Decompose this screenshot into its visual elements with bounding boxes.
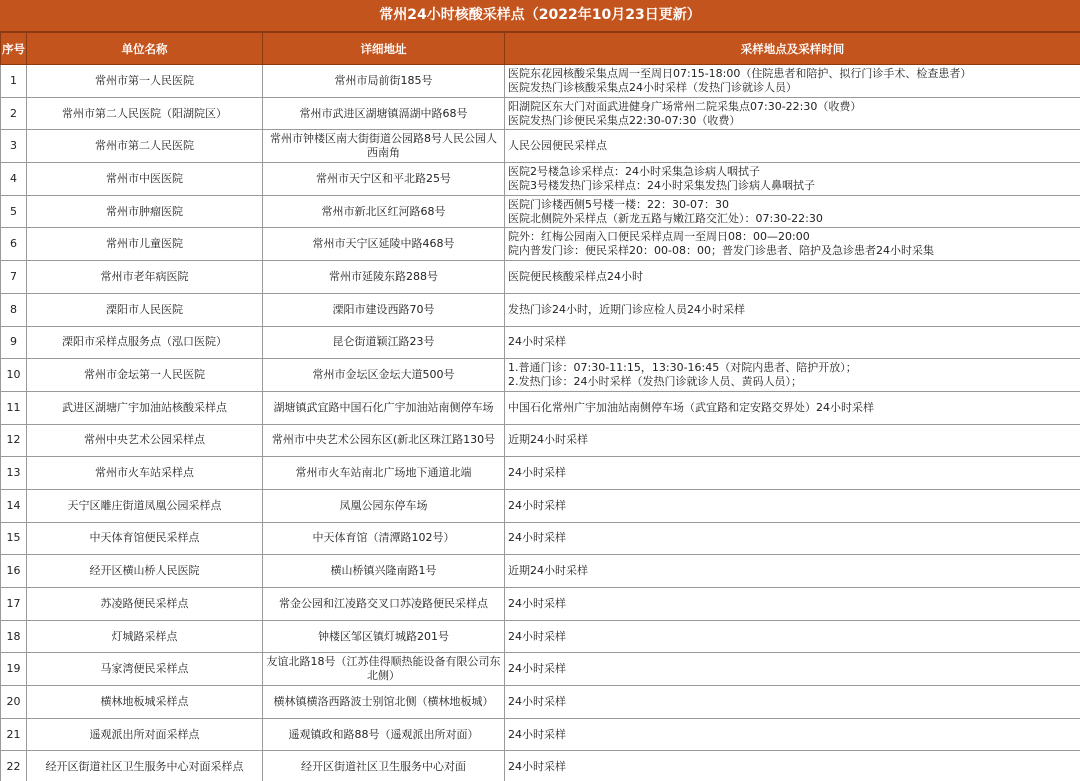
table-row (1, 686, 1080, 719)
cell-address: 横林镇横洛西路波士别馆北侧（横林地板城） (263, 686, 505, 719)
table-row (1, 489, 1080, 522)
time-line: 2.发热门诊：24小时采样（发热门诊就诊人员、黄码人员）； (508, 375, 802, 389)
time-line: 中国石化常州广宇加油站南侧停车场（武宜路和定安路交界处）24小时采样 (508, 400, 874, 414)
table-row (1, 195, 1080, 228)
time-line: 近期24小时采样 (508, 564, 588, 578)
time-line: 24小时采样 (508, 629, 566, 643)
cell-time (505, 228, 1080, 261)
table-row (1, 424, 1080, 457)
cell-no: 13 (1, 457, 27, 490)
table-row (1, 391, 1080, 424)
cell-time (505, 391, 1080, 424)
cell-no: 6 (1, 228, 27, 261)
time-line: 24小时采样 (508, 335, 566, 349)
cell-address: 常州市火车站南北广场地下通道北端 (263, 457, 505, 490)
cell-no: 10 (1, 359, 27, 392)
cell-time (505, 751, 1080, 781)
time-line: 阳湖院区东大门对面武进健身广场常州二院采集点07:30-22:30（收费） (508, 99, 862, 113)
table-row (1, 326, 1080, 359)
header-no: 序号 (1, 33, 27, 65)
cell-address: 常州市新北区红河路68号 (263, 195, 505, 228)
cell-time (505, 718, 1080, 751)
cell-time (505, 653, 1080, 686)
table-row (1, 163, 1080, 196)
cell-unit: 灯城路采样点 (27, 620, 263, 653)
cell-time (505, 522, 1080, 555)
table-row (1, 522, 1080, 555)
time-line: 24小时采样 (508, 531, 566, 545)
time-line: 24小时采样 (508, 760, 566, 774)
cell-address: 昆仑街道颖江路23号 (263, 326, 505, 359)
cell-address: 常州市延陵东路288号 (263, 261, 505, 294)
cell-unit: 常州市儿童医院 (27, 228, 263, 261)
cell-time (505, 163, 1080, 196)
cell-address: 友谊北路18号（江苏佳得顺热能设备有限公司东北侧） (263, 653, 505, 686)
cell-time (505, 424, 1080, 457)
cell-address: 溧阳市建设西路70号 (263, 293, 505, 326)
cell-address: 常州市钟楼区南大街街道公园路8号人民公园人西南角 (263, 130, 505, 163)
cell-unit: 经开区街道社区卫生服务中心对面采样点 (27, 751, 263, 781)
cell-address: 常金公园和江凌路交叉口苏凌路便民采样点 (263, 588, 505, 621)
cell-time (505, 588, 1080, 621)
cell-no: 5 (1, 195, 27, 228)
cell-no: 18 (1, 620, 27, 653)
cell-time (505, 359, 1080, 392)
header-address: 详细地址 (263, 33, 505, 65)
cell-address: 中天体育馆（清潭路102号） (263, 522, 505, 555)
cell-time (505, 489, 1080, 522)
table-row (1, 228, 1080, 261)
cell-no: 17 (1, 588, 27, 621)
table-row (1, 588, 1080, 621)
cell-address: 常州市中央艺术公园东区(新北区珠江路130号 (263, 424, 505, 457)
cell-unit: 武进区湖塘广宇加油站核酸采样点 (27, 391, 263, 424)
table-row (1, 65, 1080, 98)
cell-time (505, 326, 1080, 359)
cell-address: 遥观镇政和路88号（遥观派出所对面） (263, 718, 505, 751)
table-body (1, 65, 1080, 781)
header-row (1, 33, 1080, 65)
table-row (1, 359, 1080, 392)
time-line: 医院东花园核酸采集点周一至周日07:15-18:00（住院患者和陪护、拟行门诊手术、检查患者） (508, 66, 972, 80)
cell-unit: 常州市中医医院 (27, 163, 263, 196)
cell-no: 14 (1, 489, 27, 522)
cell-no: 9 (1, 326, 27, 359)
time-line: 24小时采样 (508, 694, 566, 708)
cell-unit: 常州市金坛第一人民医院 (27, 359, 263, 392)
header-unit: 单位名称 (27, 33, 263, 65)
cell-no: 4 (1, 163, 27, 196)
cell-unit: 常州市老年病医院 (27, 261, 263, 294)
cell-address: 常州市天宁区和平北路25号 (263, 163, 505, 196)
cell-unit: 常州市肿瘤医院 (27, 195, 263, 228)
time-line: 近期24小时采样 (508, 433, 588, 447)
cell-unit: 天宁区雕庄街道凤凰公园采样点 (27, 489, 263, 522)
cell-time (505, 686, 1080, 719)
table-row (1, 261, 1080, 294)
time-line: 24小时采样 (508, 498, 566, 512)
time-line: 院外：红梅公园南入口便民采样点周一至周日08：00—20:00 (508, 230, 810, 244)
time-line: 医院北侧院外采样点（新龙五路与嫩江路交汇处）：07:30-22:30 (508, 211, 823, 225)
cell-address: 常州市武进区湖塘镇滆湖中路68号 (263, 97, 505, 130)
cell-unit: 经开区横山桥人民医院 (27, 555, 263, 588)
cell-no: 21 (1, 718, 27, 751)
cell-no: 11 (1, 391, 27, 424)
cell-address: 湖塘镇武宜路中国石化广宇加油站南侧停车场 (263, 391, 505, 424)
sheet-title: 常州24小时核酸采样点（2022年10月23日更新） (0, 0, 1080, 32)
cell-unit: 遥观派出所对面采样点 (27, 718, 263, 751)
time-line: 医院便民核酸采样点24小时 (508, 269, 643, 283)
time-line: 24小时采样 (508, 727, 566, 741)
sampling-sites-table (0, 32, 1080, 781)
cell-unit: 横林地板城采样点 (27, 686, 263, 719)
cell-no: 1 (1, 65, 27, 98)
time-line: 24小时采样 (508, 466, 566, 480)
cell-no: 15 (1, 522, 27, 555)
time-line: 医院门诊楼西侧5号楼一楼：22：30-07：30 (508, 197, 729, 211)
cell-time (505, 261, 1080, 294)
time-line: 医院发热门诊核酸采集点24小时采样（发热门诊就诊人员） (508, 80, 797, 94)
cell-address: 经开区街道社区卫生服务中心对面 (263, 751, 505, 781)
cell-address: 横山桥镇兴隆南路1号 (263, 555, 505, 588)
cell-unit: 溧阳市人民医院 (27, 293, 263, 326)
cell-address: 凤凰公园东停车场 (263, 489, 505, 522)
cell-time (505, 620, 1080, 653)
cell-no: 7 (1, 261, 27, 294)
cell-unit: 马家湾便民采样点 (27, 653, 263, 686)
cell-time (505, 97, 1080, 130)
cell-unit: 溧阳市采样点服务点（泓口医院） (27, 326, 263, 359)
cell-unit: 常州中央艺术公园采样点 (27, 424, 263, 457)
cell-no: 16 (1, 555, 27, 588)
cell-time (505, 457, 1080, 490)
cell-no: 19 (1, 653, 27, 686)
cell-no: 2 (1, 97, 27, 130)
cell-unit: 中天体育馆便民采样点 (27, 522, 263, 555)
cell-unit: 常州市第一人民医院 (27, 65, 263, 98)
cell-no: 8 (1, 293, 27, 326)
table-row (1, 97, 1080, 130)
table-row (1, 620, 1080, 653)
time-line: 24小时采样 (508, 596, 566, 610)
cell-no: 22 (1, 751, 27, 781)
cell-address: 常州市局前街185号 (263, 65, 505, 98)
time-line: 医院发热门诊便民采集点22:30-07:30（收费） (508, 113, 741, 127)
table-row (1, 293, 1080, 326)
cell-address: 常州市金坛区金坛大道500号 (263, 359, 505, 392)
cell-no: 3 (1, 130, 27, 163)
time-line: 24小时采样 (508, 662, 566, 676)
table-row (1, 718, 1080, 751)
time-line: 院内普发门诊：便民采样20：00-08：00；普发门诊患者、陪护及急诊患者24小时采集 (508, 244, 934, 258)
time-line: 发热门诊24小时，近期门诊应检人员24小时采样 (508, 302, 745, 316)
table-row (1, 653, 1080, 686)
time-line: 医院2号楼急诊采样点：24小时采集急诊病人咽拭子 (508, 164, 760, 178)
time-line: 医院3号楼发热门诊采样点：24小时采集发热门诊病人鼻咽拭子 (508, 178, 815, 192)
table-row (1, 130, 1080, 163)
table-row (1, 751, 1080, 781)
cell-unit: 常州市火车站采样点 (27, 457, 263, 490)
header-time: 采样地点及采样时间 (505, 33, 1080, 65)
table-row (1, 555, 1080, 588)
cell-unit: 常州市第二人民医院 (27, 130, 263, 163)
cell-address: 钟楼区邹区镇灯城路201号 (263, 620, 505, 653)
table-row (1, 457, 1080, 490)
time-line: 人民公园便民采样点 (508, 139, 607, 153)
cell-time (505, 130, 1080, 163)
cell-address: 常州市天宁区延陵中路468号 (263, 228, 505, 261)
time-line: 1.普通门诊：07:30-11:15，13:30-16:45（对院内患者、陪护开放）； (508, 361, 857, 375)
cell-unit: 常州市第二人民医院（阳湖院区） (27, 97, 263, 130)
cell-time (505, 195, 1080, 228)
cell-no: 12 (1, 424, 27, 457)
cell-unit: 苏凌路便民采样点 (27, 588, 263, 621)
cell-time (505, 555, 1080, 588)
cell-time (505, 65, 1080, 98)
cell-no: 20 (1, 686, 27, 719)
cell-time (505, 293, 1080, 326)
